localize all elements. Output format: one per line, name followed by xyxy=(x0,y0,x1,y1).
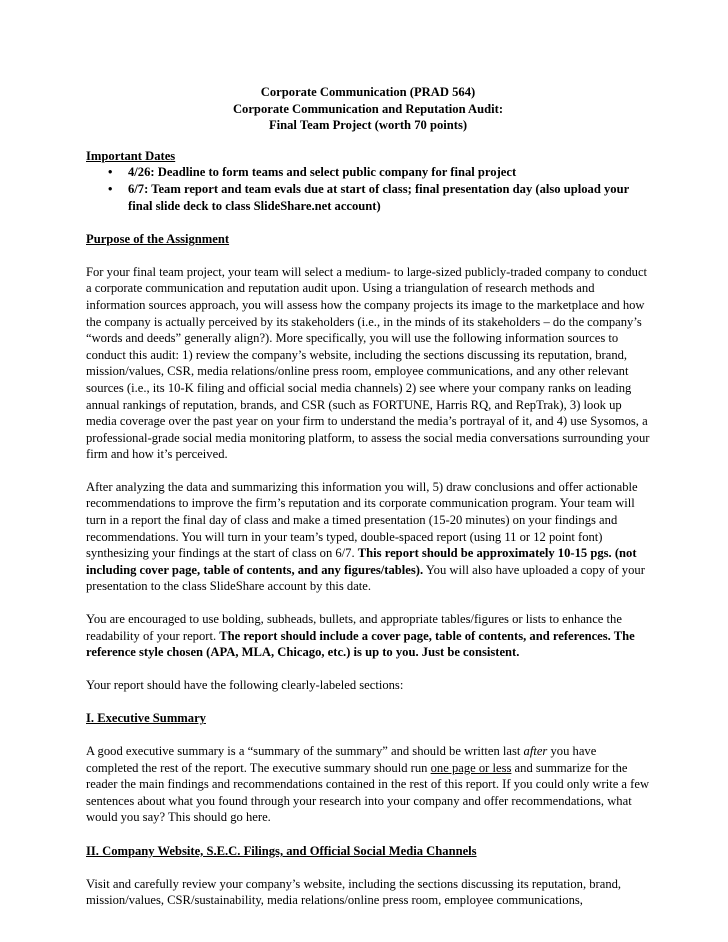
purpose-heading: Purpose of the Assignment xyxy=(86,232,230,247)
title-course: Corporate Communication (PRAD 564) xyxy=(260,85,476,99)
document-title xyxy=(86,84,650,134)
important-dates-heading: Important Dates xyxy=(86,148,176,163)
date-item-text: 6/7: Team report and team evals due at start of class; final presentation day (also upload your final slide deck to class SlideShare.net account) xyxy=(128,181,629,213)
paragraph-text: you have completed the rest of the report. The executive summary should run xyxy=(86,744,597,775)
report-format-emphasis: The report should include a cover page, table of contents, and references. The reference style chosen (APA, MLA, Chicago, etc.) is up to you. Just be consistent. xyxy=(86,628,635,660)
important-dates-section xyxy=(86,148,650,214)
report-length-emphasis: This report should be approximately 10-15 pgs. (not including cover page, table of contents, and any figures/tables). xyxy=(86,546,637,577)
after-emphasis: after xyxy=(523,744,548,758)
title-assignment: Corporate Communication and Reputation Audit: xyxy=(232,101,504,116)
list-item xyxy=(108,164,650,181)
purpose-section xyxy=(86,231,650,693)
bullet-icon: • xyxy=(108,181,113,196)
paragraph-text: A good executive summary is a “summary of the summary” and should be written last xyxy=(86,744,524,758)
paragraph-text: You are encouraged to use bolding, subheads, bullets, and appropriate tables/figures or lists to enhance the readability of your report. xyxy=(86,612,622,643)
date-item-text: 4/26: Deadline to form teams and select public company for final project xyxy=(128,165,517,180)
paragraph-text: and summarize for the reader the main findings and recommendations contained in the rest of this report. If you could only write a few sentences about what you found through your research into your company and offer recommendations, what would you say? This should go here. xyxy=(86,760,650,825)
one-page-emphasis: one page or less xyxy=(430,760,512,775)
list-item xyxy=(108,181,650,214)
website-section xyxy=(86,843,650,909)
executive-summary-paragraph xyxy=(86,743,650,826)
purpose-paragraph-3 xyxy=(86,611,650,661)
paragraph-text: After analyzing the data and summarizing this information you will, 5) draw conclusions and offer actionable recommendations to improve the firm’s reputation and its corporate communication program. Your team will turn in a report the final day of class and make a timed presentation (15-20 minutes) on your findings and recommendations. You will turn in your team’s typed, double-spaced report (using 11 or 12 point font) synthesizing your findings at the start of class on 6/7. xyxy=(86,479,638,561)
title-project: Final Team Project (worth 70 points) xyxy=(268,118,468,133)
website-paragraph: Visit and carefully review your company’s website, including the sections discussing its reputation, brand, mission/values, CSR/sustainability, media relations/online press room, employee communications, xyxy=(86,876,622,908)
purpose-paragraph-4: Your report should have the following clearly-labeled sections: xyxy=(86,677,404,692)
important-dates-list xyxy=(86,164,650,214)
bullet-icon: • xyxy=(108,165,113,180)
paragraph-text: You will also have uploaded a copy of your presentation to the class SlideShare account by this date. xyxy=(86,562,645,594)
website-heading: II. Company Website, S.E.C. Filings, and Official Social Media Channels xyxy=(86,843,477,858)
purpose-paragraph-2 xyxy=(86,479,650,595)
purpose-paragraph-1: For your final team project, your team will select a medium- to large-sized publicly-traded company to conduct a corporate communication and reputation audit upon. Using a triangulation of research methods and information sources approach, you will assess how the company projects its image to the marketplace and how the company is actually perceived by its stakeholders (i.e., in the minds of its stakeholders – do the company’s “words and deeds” generally align?). More specifically, you will use the following information sources to conduct this audit: 1) review the company’s website, including the sections discussing its reputation, brand, mission/values, CSR, media relations/online press room, employee communications, and any other relevant sources (i.e., its 10-K filing and official social media channels) 2) see where your company ranks on leading annual rankings of reputation, brands, and CSR (such as FORTUNE, Harris RQ, and RepTrak), 3) look up media coverage over the past year on your firm to understand the media’s portrayal of it, and 4) use Sysomos, a professional-grade social media monitoring platform, to assess the social media conversations surrounding your firm and how it’s perceived. xyxy=(86,264,650,462)
executive-summary-section xyxy=(86,710,650,826)
executive-summary-heading: I. Executive Summary xyxy=(86,711,206,726)
